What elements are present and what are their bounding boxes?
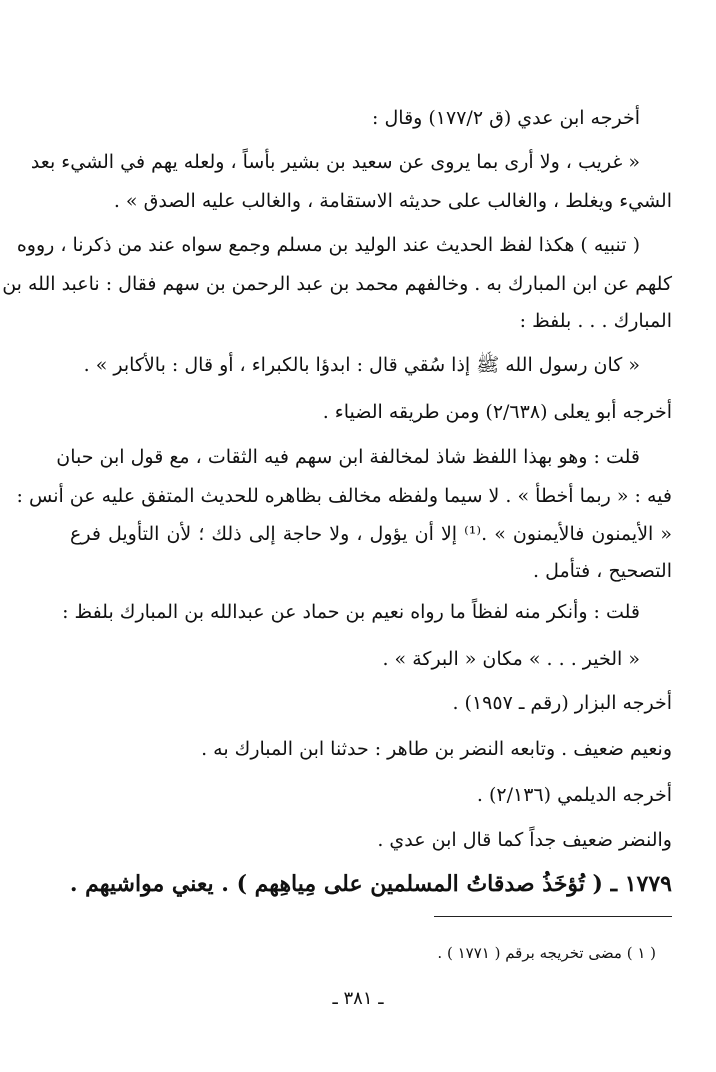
text-line: أخرجه أبو يعلى (٢/٦٣٨) ومن طريقه الضياء . <box>322 401 672 423</box>
text-line: فيه : « ربما أخطأ » . لا سيما ولفظه مخالف بظاهره للحديث المتفق عليه عن أنس : <box>16 485 672 507</box>
text-line: قلت : وهو بهذا اللفظ شاذ لمخالفة ابن سهم فيه الثقات ، مع قول ابن حبان <box>56 446 640 468</box>
text-line: « كان رسول الله ﷺ إذا سُقي قال : ابدؤا بالكبراء ، أو قال : بالأكابر » . <box>83 354 640 376</box>
text-line: أخرجه الديلمي (٢/١٣٦) . <box>476 784 672 806</box>
hadith-heading: ١٧٧٩ ـ ( تُؤخَذُ صدقاتُ المسلمين على مِياهِهم ) . يعني مواشيهم . <box>69 871 672 897</box>
text-line: المبارك . . . بلفظ : <box>519 310 672 332</box>
text-line: أخرجه البزار (رقم ـ ١٩٥٧) . <box>452 692 672 714</box>
text-line: والنضر ضعيف جداً كما قال ابن عدي . <box>377 829 672 851</box>
text-line: ( تنبيه ) هكذا لفظ الحديث عند الوليد بن مسلم وجمع سواه عند من ذكرنا ، رووه <box>16 234 640 256</box>
text-line: قلت : وأنكر منه لفظاً ما رواه نعيم بن حماد عن عبدالله بن المبارك بلفظ : <box>62 601 640 623</box>
footnote-divider <box>434 916 672 917</box>
page-number: ـ ٣٨١ ـ <box>332 988 384 1009</box>
text-line: « غريب ، ولا أرى بما يروى عن سعيد بن بشير بأساً ، ولعله يهم في الشيء بعد <box>30 151 640 173</box>
text-line: أخرجه ابن عدي (ق ١٧٧/٢) وقال : <box>372 107 640 129</box>
text-line: « الخير . . . » مكان « البركة » . <box>382 648 640 670</box>
text-line: كلهم عن ابن المبارك به . وخالفهم محمد بن عبد الرحمن بن سهم فقال : ناعبد الله بن <box>2 273 672 295</box>
footnote: ( ١ ) مضى تخريجه برقم ( ١٧٧١ ) . <box>437 944 656 962</box>
text-line: ونعيم ضعيف . وتابعه النضر بن طاهر : حدثنا ابن المبارك به . <box>201 738 672 760</box>
text-line: « الأيمنون فالأيمنون » .⁽¹⁾ إلا أن يؤول ، ولا حاجة إلى ذلك ؛ لأن التأويل فرع <box>70 523 672 545</box>
text-line: التصحيح ، فتأمل . <box>532 560 672 582</box>
text-line: الشيء ويغلط ، والغالب على حديثه الاستقامة ، والغالب عليه الصدق » . <box>113 190 672 212</box>
